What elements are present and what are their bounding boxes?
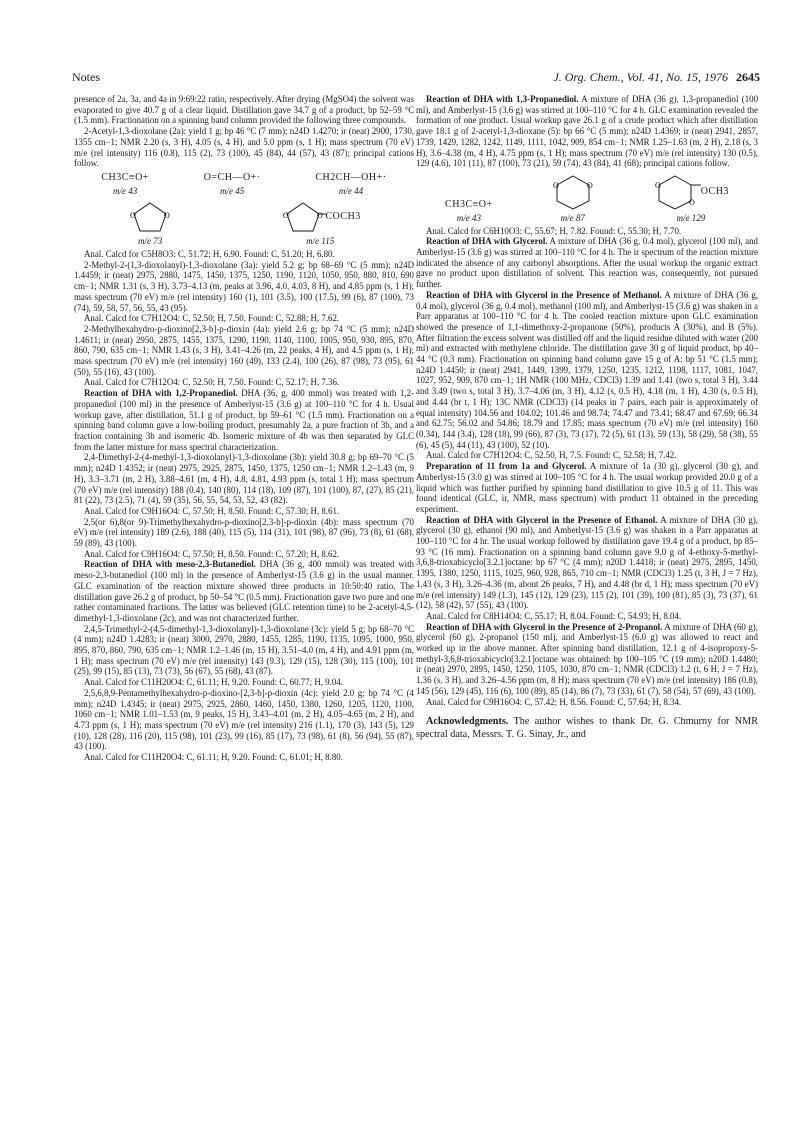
cation-structure: [127, 200, 173, 247]
cation-formula: CH3C≡O+: [101, 171, 149, 183]
paragraph: [416, 290, 758, 451]
cation-label: m/e 87: [560, 212, 585, 223]
svg-text:O: O: [316, 211, 323, 221]
section-heading: Reaction of DHA with Glycerol in the Presence of Ethanol.: [426, 514, 658, 525]
paragraph: [416, 94, 758, 169]
cation-formula: CH2CH—OH+·: [315, 171, 387, 183]
page-number: 2645: [736, 70, 760, 84]
cation-structure: [280, 200, 361, 247]
paragraph: 2,4-Dimethyl-2-(4-methyl-1,3-dioxolanyl)-1,3-dioxolane (3b): yield 30.8 g; bp 69–70 °C (5 mm); n24D 1.4352; ir (neat) 2975, 2925, 2875, 1450, 1375, 1250 cm−1; NMR 1.2–1.43 (m, 9 H), 3.3–3.71 (m, 2 H), 3.88–4.61 (m, 4 H), 4.8, 4.81, 4.93 ppm (s, total 1 H); mass spectrum (70 eV) m/e (rel intensity) 188 (0.4), 140 (80), 114 (18), 109 (87), 101 (100), 87, (27), 85 (21), 81 (22), 73 (2.5), 71 (4), 59 (35), 56, 55, 54, 53, 52, 43 (82).: [74, 452, 414, 506]
paragraph: 2,5(or 6),8(or 9)-Trimethylhexahydro-p-dioxino[2,3-b]-p-dioxin (4b): mass spectrum (70 eV) m/e (rel intensity) 189 (2.6), 188 (40), 115 (5), 114 (31), 101 (98), 87 (96), 73 (8), 61 (68), 59 (89), 43 (100).: [74, 516, 414, 549]
paragraph: Anal. Calcd for C11H20O4: C, 61.11; H, 9.20. Found: C, 61.01; H, 8.80.: [84, 752, 343, 763]
paragraph: 2-Methylhexahydro-p-dioxino[2,3-b]-p-dioxin (4a): yield 2.6 g; bp 74 °C (5 mm); n24D 1.4611; ir (neat) 2950, 2875, 1455, 1375, 1290, 1190, 1140, 1100, 1005, 950, 930, 895, 870, 860, 790, 635 cm−1; NMR 1.43 (s, 3 H), 3.41–4.26 (m, 22 peaks, 4 H), and 4.5 ppm (s, 1 H); mass spectrum (70 eV) m/e (rel intensity) 160 (49), 133 (2.4), 100 (26), 87 (98), 73 (95), 61 (50), 55 (16), 43 (100).: [74, 323, 414, 377]
cation-structures-row: [416, 173, 758, 224]
cation-label: m/e 44: [338, 185, 364, 196]
svg-text:O: O: [552, 180, 559, 190]
cation-formula: CH3C≡O+: [445, 199, 493, 211]
cation-label: m/e 129: [676, 212, 706, 223]
paragraph: Anal. Calcd for C9H16O4: C, 57.50; H, 8.50. Found: C, 57.30; H, 8.61.: [84, 505, 340, 516]
right-column: [416, 94, 758, 741]
running-header-left: Notes: [72, 70, 100, 84]
dioxolane-ring-icon: [127, 200, 173, 234]
section-heading: Preparation of 11 from 1a and Glycerol.: [426, 461, 587, 472]
svg-text:O: O: [654, 180, 661, 190]
paragraph: Anal. Calcd for C7H12O4: C, 52.50, H, 7.5. Found: C, 52.58; H, 7.42.: [426, 450, 677, 461]
cation-label: m/e 43: [113, 185, 138, 196]
section-heading: Acknowledgments.: [426, 716, 509, 728]
paragraph: [416, 236, 758, 290]
cation-label: m/e 43: [456, 212, 481, 223]
paragraph: Anal. Calcd for C5H8O3: C, 51.72; H, 6.90. Found: C, 51.20; H, 6.80.: [84, 249, 335, 260]
section-heading: Reaction of DHA with 1,3-Propanediol.: [426, 94, 579, 104]
cation-label: m/e 115: [306, 236, 335, 247]
cation-formula: O=CH—O+·: [203, 171, 261, 183]
cation-structure: [315, 173, 386, 196]
paragraph: Anal. Calcd for C6H10O3: C, 55.67; H, 7.82. Found: C, 55.30; H, 7.70.: [426, 225, 682, 236]
paragraph-body: A mixture of DHA (60 g), glycerol (60 g), 2-propanol (150 ml), and Amberlyst-15 (6.0 g) was allowed to react and worked up in the above manner. After spinning band distillation, 12.1 g of 4-isopropoxy-5-methyl-3,6,8-trioxabicyclo[3.2.1]octane was obtained: bp 100–105 °C (19 mm); n20D 1.4480; ir (neat) 2970, 2895, 1450, 1250, 1105, 1030, 870 cm−1; NMR (CDCl3) 1.2 (t, 6 H, J = 7 Hz), 1.36 (s, 3 H), and 3.26–4.56 ppm (m, 8 H); mass spectrum (70 eV) m/e (rel intensity) 186 (0.8), 145 (56), 129 (45), 116 (6), 100 (89), 85 (14), 86 (7), 73 (33), 61 (7), 58 (54), 57 (69), 43 (100).: [416, 621, 758, 696]
paragraph: 2,4,5-Trimethyl-2-(4,5-dimethyl-1,3-dioxolanyl)-1,3-dioxolane (3c): yield 5 g; bp 68–70 °C (4 mm); n24D 1.4283; ir (neat) 3000, 2970, 2880, 1455, 1285, 1190, 1135, 1095, 1000, 950, 895, 870, 860, 790, 635 cm−1; NMR 1.2–1.46 (m, 15 H), 3.51–4.0 (m, 4 H), and 4.91 ppm (m, 1 H); mass spectrum (70 eV) m/e (rel intensity) 143 (9.3), 129 (15), 128 (30), 115 (100), 101 (25), 99 (15), 85 (13), 73 (73), 56 (67), 55 (68), 43 (87).: [74, 623, 414, 677]
dioxane-ring-icon: [551, 173, 595, 211]
section-heading: Reaction of DHA with 1,2-Propanediol.: [84, 388, 238, 399]
paragraph-body: The author wishes to thank Dr. G. Chmurny for NMR spectral data, Messrs. T. G. Sinay, Jr., and: [416, 716, 758, 741]
paragraph: 2-Acetyl-1,3-dioxolane (2a): yield 1 g; bp 46 °C (7 mm); n24D 1.4270; ir (neat) 2900, 1730, 1355 cm−1; NMR 2.20 (s, 3 H), 4.05 (s, 4 H), and 5.0 ppm (s, 1 H); mass spectrum (70 eV) m/e (rel intensity) 116 (0.8), 115 (2), 73 (100), 45 (84), 44 (57), 43 (87); principal cations follow.: [74, 126, 414, 169]
section-heading: Reaction of DHA with Glycerol in the Presence of Methanol.: [426, 289, 662, 300]
paragraph: [416, 515, 758, 611]
acknowledgments: [416, 715, 758, 741]
section-heading: Reaction of DHA with Glycerol in the Presence of 2-Propanol.: [426, 621, 663, 632]
left-column: [74, 94, 414, 763]
paragraph-body: A mixture of DHA (36 g, 0.4 mol), glycerol (100 ml), and Amberlyst-15 (3.6 g) was stirred at 100–110 °C for 4 h. The ir spectrum of the reaction mixture indicated the absence of any carbonyl absorptions. After the usual workup the organic extract gave no product upon distillation of solvent. This reaction was, consequently, not pursued further.: [416, 236, 758, 290]
cation-structure: [204, 173, 261, 196]
cation-structures-row-2: [74, 200, 414, 247]
svg-text:O: O: [586, 180, 593, 190]
cation-structure: [653, 173, 729, 224]
paragraph: 2-Methyl-2-(1,3-dioxolanyl)-1,3-dioxolane (3a): yield 5.2 g; bp 68–69 °C (5 mm); n24D 1.4459; ir (neat) 2975, 2880, 1475, 1450, 1375, 1250, 1190, 1120, 1050, 950, 880, 810, 690 cm−1; NMR 1.31 (s, 3 H), 3.73–4.13 (m, peaks at 3.96, 4.0, 4.03, 8 H), and 4.85 ppm (s, 1 H); mass spectrum (70 eV) m/e (rel intensity) 160 (1), 101 (3.5), 100 (17.5), 99 (6), 87 (100), 73 (74), 59, 58, 57, 56, 55, 43 (95).: [74, 259, 414, 313]
cation-formula: COCH3: [325, 210, 361, 222]
paragraph: Anal. Calcd for C7H12O4: C, 52.50; H, 7.50. Found: C, 52.88; H, 7.62.: [84, 313, 340, 324]
paragraph-body: A mixture of DHA (36 g), 1,3-propanediol (100 ml), and Amberlyst-15 (3.6 g) was stirred at 100–110 °C for 4 h. GLC examination revealed the formation of one product. Usual workup gave 26.1 g of a crude product which after distillation gave 18.1 g of 2-acetyl-1,3-dioxane (5): bp 66 °C (5 mm); n24D 1.4369; ir (neat) 2941, 2857, 1739, 1429, 1282, 1242, 1149, 1111, 1042, 909, 854 cm−1; NMR 1.25–1.63 (m, 2 H), 2.18 (s, 3 H), 3.6–4.38 (m, 4 H), 4.75 ppm (s, 1 H); mass spectrum (70 eV) m/e (rel intensity) 130 (0.5), 129 (4.6), 101 (11), 87 (100), 73 (21), 59 (74), 43 (84), 41 (68); principal cations follow.: [416, 94, 759, 169]
cation-label: m/e 45: [220, 185, 245, 196]
dioxolane-ring-icon: [280, 200, 326, 234]
paragraph-body: A mixture of DHA (30 g), glycerol (30 g), ethanol (90 ml), and Amberlyst-15 (3.6 g) was shaken in a Parr apparatus at 100–110 °C for 4 hr. The usual workup followed by distillation gave 19.4 g of a product, bp 85–93 °C (16 mm). Fractionation on a spinning band column gave 9.0 g of 4-ethoxy-5-methyl-3,6,8-trioxabicyclo[3.2.1]octane: bp 67 °C (4 mm); n20D 1.4418; ir (neat) 2975, 2895, 1450, 1395, 1380, 1250, 1115, 1025, 960, 928, 865, 710 cm−1; NMR (CDCl3) 1.25 (t, 3 H, J = 7 Hz), 1.43 (s, 3 H), 3.26–4.36 (m, about 26 peaks, 7 H), and 4.48 (br d, 1 H); mass spectrum (70 eV) m/e (rel intensity) 149 (1.3), 145 (12), 129 (23), 115 (2), 101 (39), 100 (81), 85 (3), 73 (37), 61 (12), 58 (42), 57 (55), 43 (100).: [416, 514, 758, 611]
svg-text:O: O: [688, 197, 695, 207]
section-heading: Reaction of DHA with meso-2,3-Butanediol.: [84, 559, 256, 570]
paragraph: Anal. Calcd for C7H12O4: C, 52.50; H, 7.50. Found: C, 52.17; H, 7.36.: [84, 377, 340, 388]
paragraph: [74, 559, 414, 623]
paragraph-body: DHA (36 g, 400 mmol) was treated with meso-2,3-butanediol (100 ml) in the presence of Amberlyst-15 (3.6 g) in the usual manner. GLC examination of the reaction mixture showed three products in 10:50:40 ratio. The distillation gave 26.2 g of product, bp 50–54 °C (0.5 mm). Fractionation gave two pure and one rather contaminated fractions. The latter was believed (GLC retention time) to be 2-acetyl-4,5-dimethyl-1,3-dioxolane (2c), and was not characterized further.: [74, 559, 414, 623]
cation-formula: OCH3: [700, 185, 729, 197]
paragraph: [74, 388, 414, 452]
svg-text:O: O: [130, 211, 136, 221]
section-heading: Reaction of DHA with Glycerol.: [426, 236, 548, 247]
dioxane-ring-icon: [653, 173, 701, 211]
paragraph: presence of 2a, 3a, and 4a in 9:69:22 ratio, respectively. After drying (MgSO4) the solvent was evaporated to give 40.7 g of a clear liquid. Distillation gave 34.7 g of a product, bp 52–59 °C (1.5 mm). Fractionation on a spinning band column provided the following three compounds.: [74, 94, 414, 126]
paragraph-body: A mixture of DHA (36 g, 0.4 mol), glycerol (36 g, 0.4 mol), methanol (100 ml), and Amberlyst-15 (3.6 g) was shaken in a Parr apparatus at 100–110 °C for 4 h. The cooled reaction mixture upon GLC examination showed the presence of 1,1-dimethoxy-2-propanone (50%), products A (30%), and B (5%). After filtration the excess solvent was distilled off and the liquid residue diluted with water (200 ml) and extracted with methylene chloride. The distillation gave 30 g of liquid product, bp 40–44 °C (0.3 mm). Fractionation on spinning band column gave 15 g of A: bp 51 °C (1.5 mm); n24D 1.4450; ir (neat) 2941, 1449, 1399, 1379, 1250, 1235, 1212, 1198, 1117, 1081, 1047, 1027, 952, 909, 870 cm−1; 1H NMR (100 MHz, CDCl3) 1.39 and 1.41 (two s, total 3 H), 3.44 and 3.49 (two s, total 3 H), 3.7–4.06 (m, 3 H), 4.12 (s, 0.5 H), 4.18 (m, 1 H), 4.30 (s, 0.5 H), and 4.44 (br t, 1 H); 13C NMR (CDCl3) (14 peaks in 7 pairs, each pair is approximately of equal intensity) 104.56 and 104.02; 101.46 and 98.74; 74.47 and 73.41; 68.47 and 67.69; 66.34 and 62.75; 56.02 and 54.86; 18.79 and 17.85; mass spectrum (70 eV) m/e (rel intensity) 160 (0.34), 144 (3.4), 128 (18), 99 (66), 87 (3), 73 (17), 72 (5), 61 (13), 59 (13), 58 (29), 58 (38), 55 (6), 45 (5), 44 (11), 43 (100), 52 (10).: [416, 289, 759, 450]
paragraph: Anal. Calcd for C9H16O4: C, 57.50; H, 8.50. Found: C, 57.20; H, 8.62.: [84, 548, 340, 559]
paragraph-body: A mixture of 1a (30 g), glycerol (30 g), and Amberlyst-15 (3.0 g) was stirred at 100–105 °C for 4 h. The usual workup provided 20.0 g of a liquid which was further purified by spinning band distillation to give 10.5 g of 11. This was found identical (GLC, ir, NMR, mass spectrum) with product 11 obtained in the preceding experiment.: [416, 461, 758, 514]
running-header-right: [553, 70, 760, 85]
paragraph-body: DHA (36, g, 400 mmol) was treated with 1,2-propanediol (100 ml) in the presence of Amberlyst-15 (3.6 g) at 100–110 °C for 4 h. Usual workup gave, after distillation, 51.1 g of product, bp 59–61 °C (1.5 mm). Fractionation on a spinning band column gave a low-boiling product, presumably 2a, a pure fraction of 3b, and a fraction containing 3b and isomeric 4b. Isomeric mixture of 4b was then separated by GLC from the latter mixture for mass spectral characterization.: [74, 388, 414, 452]
paragraph: [416, 622, 758, 697]
cation-label: m/e 73: [138, 236, 163, 247]
svg-text:O: O: [164, 211, 170, 221]
svg-text:O: O: [282, 211, 289, 221]
cation-structure: [101, 173, 149, 196]
paragraph: Anal. Calcd for C8H14O4: C, 55.17; H, 8.04. Found: C, 54.93; H, 8.04.: [426, 610, 682, 621]
cation-structure: [445, 200, 493, 223]
paragraph: Anal. Calcd for C9H16O4: C, 57.42; H, 8.56. Found: C, 57.64; H, 8.34.: [426, 696, 682, 707]
cation-structures-row-1: [74, 173, 414, 196]
paragraph: 2,5,6,8,9-Pentamethylhexahydro-p-dioxino-[2,3-b]-p-dioxin (4c): yield 2.0 g; bp 74 °C (4 mm); n24D 1.4345; ir (neat) 2975, 2925, 2860, 1460, 1450, 1380, 1260, 1205, 1120, 1100, 1060 cm−1; NMR 1.01–1.53 (m, 9 peaks, 15 H), 3.43–4.01 (m, 2 H), 4.05–4.65 (m, 2 H), and 4.73 ppm (s, 1 H); mass spectrum (70 eV) m/e (rel intensity) 216 (1.1), 170 (3), 143 (5), 129 (10), 128 (28), 116 (20), 115 (98), 101 (23), 99 (16), 85 (17), 73 (98), 61 (8), 56 (94), 55 (87), 43 (100).: [74, 687, 414, 752]
paragraph: [416, 461, 758, 515]
paragraph: Anal. Calcd for C11H20O4: C, 61.11; H, 9.20. Found: C, 60.77; H, 9.04.: [84, 677, 343, 688]
cation-structure: [551, 173, 595, 224]
journal-citation: J. Org. Chem., Vol. 41, No. 15, 1976: [553, 70, 728, 84]
